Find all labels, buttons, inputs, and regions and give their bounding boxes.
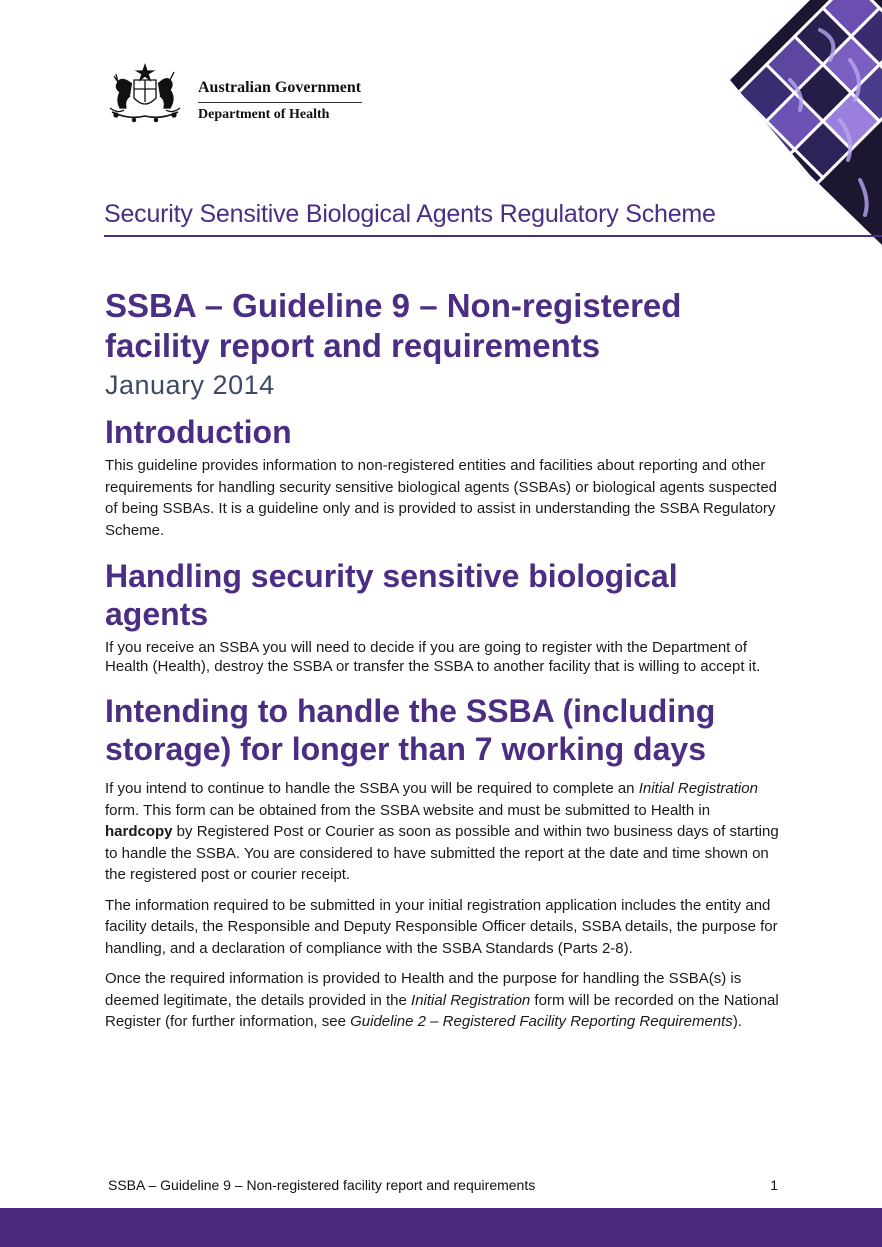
document-date: January 2014 bbox=[105, 370, 275, 400]
guideline-reference: Guideline 2 – Registered Facility Reporting Requirements bbox=[350, 1013, 733, 1030]
document-body bbox=[105, 286, 780, 1033]
intending-paragraph-2: The information required to be submitted in your initial registration application includes the entity and facility details, the Responsible and Deputy Responsible Officer details, SSBA details, the purpose for handling, and a declaration of compliance with the SSBA Standards (Parts 2-8). bbox=[105, 896, 778, 957]
footer-color-bar bbox=[0, 1208, 882, 1247]
bold-term: hardcopy bbox=[105, 823, 173, 840]
text-run: Once the required information is provided to Health and the purpose for handling the SSBA(s) is deemed legitimate, the details provided in the bbox=[105, 970, 742, 1009]
coat-of-arms-icon bbox=[104, 62, 186, 126]
text-run: form will be recorded on the National Register (for further information, see bbox=[105, 991, 779, 1030]
text-run: by Registered Post or Courier as soon as possible and within two business days of starting to handle the SSBA. You are considered to have submitted the report at the date and time shown on the registered post or courier receipt. bbox=[105, 823, 779, 883]
italic-term: Initial Registration bbox=[638, 780, 758, 797]
section-heading-intending: Intending to handle the SSBA (including storage) for longer than 7 working days bbox=[105, 693, 716, 767]
section-heading-handling: Handling security sensitive biological agents bbox=[105, 558, 678, 632]
australian-government-logo bbox=[104, 62, 364, 128]
intending-paragraph-1 bbox=[105, 778, 780, 886]
introduction-paragraph: This guideline provides information to non-registered entities and facilities about reporting and other requirements for handling security sensitive biological agents (SSBAs) or biological agents suspected of being SSBAs. It is a guideline only and is provided to assist in understanding the SSBA Regulatory Scheme. bbox=[105, 457, 778, 539]
document-title: SSBA – Guideline 9 – Non-registered facility report and requirements bbox=[105, 287, 682, 364]
section-heading-introduction: Introduction bbox=[105, 414, 292, 450]
scheme-title: Security Sensitive Biological Agents Regulatory Scheme bbox=[104, 200, 882, 237]
government-name: Australian Government bbox=[198, 78, 362, 103]
handling-paragraph: If you receive an SSBA you will need to decide if you are going to register with the Department of Health (Health), destroy the SSBA or transfer the SSBA to another facility that is willing to accept it. bbox=[105, 639, 761, 675]
intending-paragraph-3 bbox=[105, 968, 780, 1033]
department-name: Department of Health bbox=[198, 107, 330, 122]
government-wordmark bbox=[198, 78, 362, 125]
text-run: If you intend to continue to handle the SSBA you will be required to complete an bbox=[105, 780, 639, 797]
footer-title: SSBA – Guideline 9 – Non-registered facility report and requirements bbox=[108, 1177, 536, 1193]
text-run: form. This form can be obtained from the SSBA website and must be submitted to Health in bbox=[105, 801, 711, 819]
page-number: 1 bbox=[770, 1177, 778, 1193]
italic-term: Initial Registration bbox=[411, 991, 531, 1009]
text-run: ). bbox=[732, 1013, 742, 1030]
